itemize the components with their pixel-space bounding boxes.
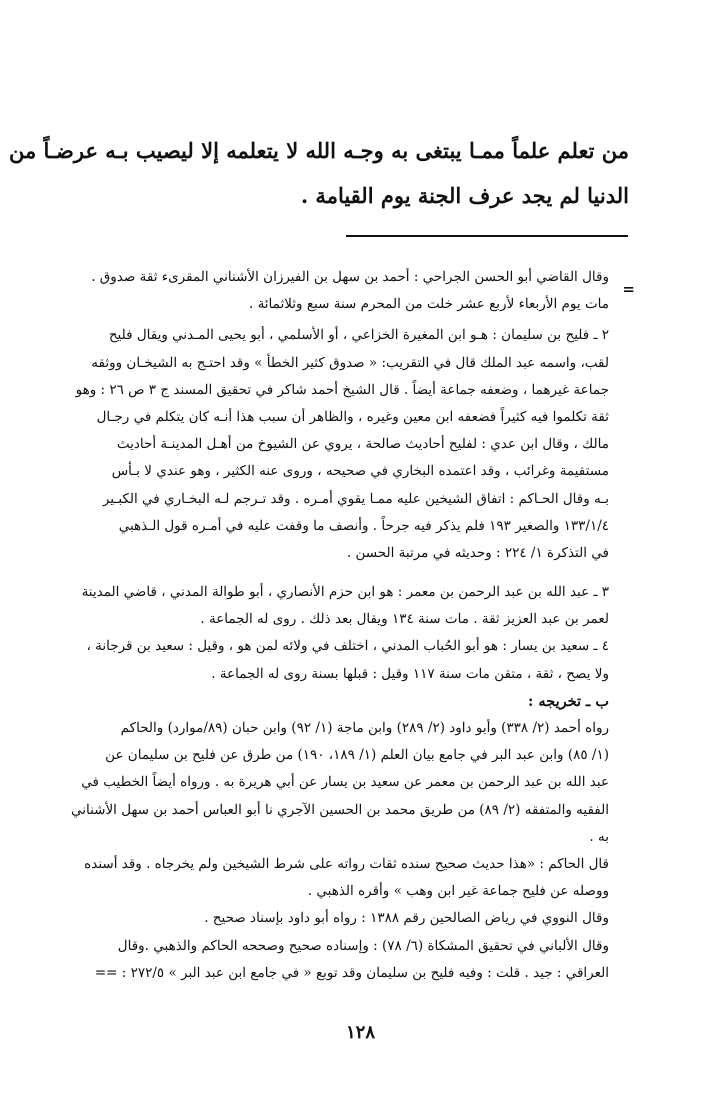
footnote-line: مستقيمة وغرائب ، وقد اعتمده البخاري في صحيحه ، وروى عنه الكثير ، وهو عندي لا بـأس: [111, 463, 609, 480]
footnote-line: وقال الألباني في تحقيق المشكاة (٦/ ٧٨) : وإسناده صحيح وصححه الحاكم والذهبي .وقال: [117, 937, 609, 954]
footnote-line: جماعة غيرهما ، وضعفه جماعة أيضاً . قال الشيخ أحمد شاكر في تحقيق المسند ج ٣ ص ٢٦ : وهو: [75, 381, 609, 398]
narrator-note-4: ٤ ـ سعيد بن يسار : هو أبو الحُباب المدني ، اختلف في ولائه لمن هو ، وقيل : سعيد بن قرجانة ،: [86, 638, 609, 655]
continuation-mark: =: [622, 280, 635, 298]
footnote-line: ووصله عن فليح جماعة غير ابن وهب » وأقره الذهبي .: [307, 883, 609, 900]
hadith-line: من تعلم علماً ممـا يبتغى به وجـه الله لا يتعلمه إلا ليصيب بـه عرضـاً من: [8, 138, 629, 163]
footnote-line: في التذكرة ١/ ٢٢٤ : وحديثه في مرتبة الحسن .: [346, 544, 609, 561]
footnote-line: ثقة تكلموا فيه كثيراً فضعفه ابن معين وغيره ، والظاهر أن سبب هذا أنـه كان يتكلم في رجـال: [96, 408, 609, 425]
footnote-line: (١/ ٨٥) وابن عبد البر في جامع بيان العلم (١/ ١٨٩، ١٩٠) من طرق عن فليح بن سليمان عن: [105, 747, 609, 764]
narrator-note-2: ٢ ـ فليح بن سليمان : هـو ابن المغيرة الخزاعي ، أو الأسلمي ، أبو يحيى المـدني ويقال فليح: [108, 327, 609, 344]
footnote-line: وقال القاضي أبو الحسن الجراحي : أحمد بن سهل بن الفيرزان الأشناني المقرىء ثقة صدوق .: [91, 269, 609, 285]
separator-rule: [346, 235, 628, 237]
hadith-text: [8, 128, 629, 218]
footnote-line: عبد الله بن عبد الرحمن بن معمر عن سعيد بن يسار عن أبي هريرة به . ورواه أيضاً الخطيب في: [81, 774, 609, 791]
takhrij-heading: ب ـ تخريجه :: [528, 692, 609, 710]
footnote-line: ١٣٣/١/٤ والصغير ١٩٣ فلم يذكر فيه جرحاً . وأنصف ما وقفت عليه في أمـره قول الـذهبي: [118, 517, 609, 534]
footnote-line: الفقيه والمتفقه (٢/ ٨٩) من طريق محمد بن الحسين الآجري نا أبو العباس أحمد بن سهل الأشناني: [70, 801, 609, 818]
hadith-line: الدنيا لم يجد عرف الجنة يوم القيامة .: [300, 183, 629, 208]
narrator-note-3: ٣ ـ عبد الله بن عبد الرحمن بن معمر : هو ابن حزم الأنصاري ، أبو طوالة المدني ، قاضي المدينة: [81, 584, 609, 601]
footnote-line: لعمر بن عبد العزيز ثقة . مات سنة ١٣٤ ويقال بعد ذلك . روى له الجماعة .: [200, 611, 609, 628]
footnote-line: ولا يصح ، ثقة ، متقن مات سنة ١١٧ وقيل : قبلها بسنة روى له الجماعة .: [211, 665, 609, 682]
footnote-line: به .: [589, 828, 609, 845]
footnote-line: مات يوم الأربعاء لأربع عشر خلت من المحرم سنة سبع وثلاثمائة .: [248, 296, 609, 313]
footnote-line: مالك ، وقال ابن عدي : لفليح أحاديث صالحة ، يروي عن الشيوخ من أهـل المدينـة أحاديث: [116, 436, 609, 453]
footnote-line: العراقي : جيد . قلت : وفيه فليح بن سليمان وقد توبع « في جامع ابن عبد البر » ٢٧٢/٥ : ==: [94, 964, 609, 981]
page-number: ١٢٨: [345, 1022, 375, 1043]
footnote-line: رواه أحمد (٢/ ٣٣٨) وأبو داود (٢/ ٢٨٩) وابن ماجة (١/ ٩٢) وابن حبان (٨٩/موارد) والحاكم: [120, 720, 609, 736]
footnote-line: وقال النووي في رياض الصالحين رقم ١٣٨٨ : رواه أبو داود بإسناد صحيح .: [204, 910, 609, 927]
footnote-line: لقب، واسمه عبد الملك قال في التقريب: « صدوق كثير الخطأ » وقد احتـج به الشيخـان ووثقه: [91, 354, 609, 371]
footnote-line: بـه وقال الحـاكم : اتفاق الشيخين عليه ممـا يقوي أمـره . وقد تـرجم لـه البخـاري في الكبـير: [102, 490, 609, 507]
footnotes: [60, 264, 609, 987]
footnote-line: قال الحاكم : «هذا حديث صحيح سنده ثقات رواته على شرط الشيخين ولم يخرجاه . وقد أسنده: [84, 855, 609, 872]
